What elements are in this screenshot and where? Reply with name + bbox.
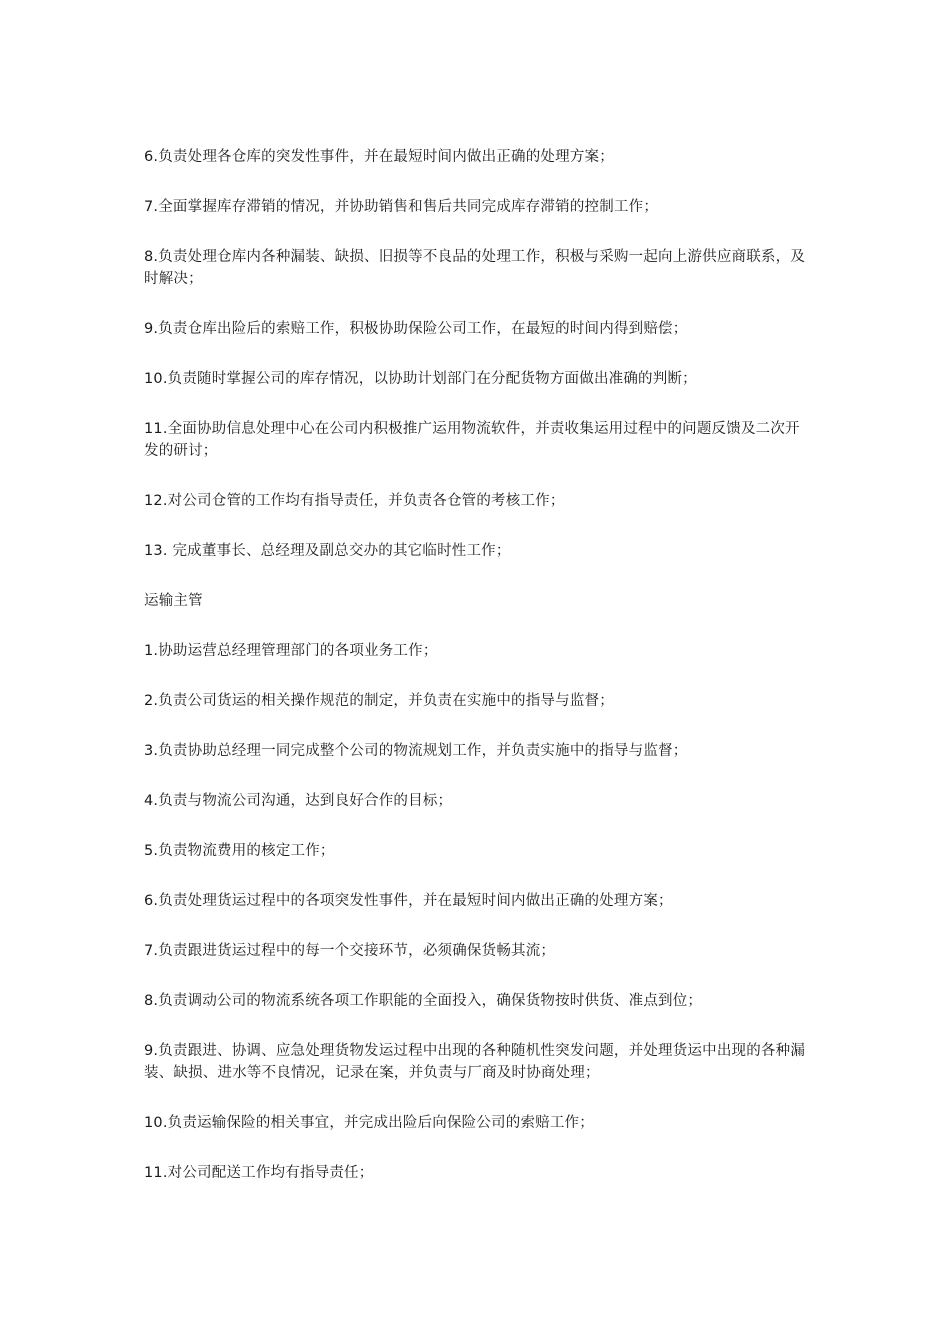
paragraph-transport-duty-10: 10.负责运输保险的相关事宜，并完成出险后向保险公司的索赔工作；	[144, 1115, 594, 1131]
paragraph-transport-duty-11: 11.对公司配送工作均有指导责任；	[144, 1165, 374, 1181]
paragraph-warehouse-duty-7: 7.全面掌握库存滞销的情况，并协助销售和售后共同完成库存滞销的控制工作；	[144, 199, 659, 215]
paragraph-transport-duty-9: 9.负责跟进、协调、应急处理货物发运过程中出现的各种随机性突发问题，并处理货运中出现的各种漏装、缺损、进水等不良情况，记录在案，并负责与厂商及时协商处理；	[144, 1043, 806, 1081]
paragraph-warehouse-duty-6: 6.负责处理各仓库的突发性事件，并在最短时间内做出正确的处理方案；	[144, 149, 614, 165]
document-body	[144, 146, 814, 1212]
paragraph-transport-duty-5: 5.负责物流费用的核定工作；	[144, 843, 335, 859]
paragraph-transport-duty-4: 4.负责与物流公司沟通，达到良好合作的目标；	[144, 793, 453, 809]
paragraph-transport-duty-7: 7.负责跟进货运过程中的每一个交接环节，必须确保货畅其流；	[144, 943, 556, 959]
paragraph-warehouse-duty-11: 11.全面协助信息处理中心在公司内积极推广运用物流软件，并责收集运用过程中的问题反馈及二次开发的研讨；	[144, 421, 800, 459]
paragraph-warehouse-duty-10: 10.负责随时掌握公司的库存情况，以协助计划部门在分配货物方面做出准确的判断；	[144, 371, 697, 387]
paragraph-warehouse-duty-9: 9.负责仓库出险后的索赔工作，积极协助保险公司工作，在最短的时间内得到赔偿；	[144, 321, 688, 337]
section-heading-transport-supervisor: 运输主管	[144, 593, 203, 609]
paragraph-warehouse-duty-13: 13. 完成董事长、总经理及副总交办的其它临时性工作；	[144, 543, 511, 559]
paragraph-warehouse-duty-8: 8.负责处理仓库内各种漏装、缺损、旧损等不良品的处理工作，积极与采购一起向上游供应商联系，及时解决；	[144, 249, 806, 287]
paragraph-transport-duty-3: 3.负责协助总经理一同完成整个公司的物流规划工作，并负责实施中的指导与监督；	[144, 743, 688, 759]
paragraph-transport-duty-1: 1.协助运营总经理管理部门的各项业务工作；	[144, 643, 438, 659]
paragraph-warehouse-duty-12: 12.对公司仓管的工作均有指导责任，并负责各仓管的考核工作；	[144, 493, 565, 509]
paragraph-transport-duty-8: 8.负责调动公司的物流系统各项工作职能的全面投入，确保货物按时供货、准点到位；	[144, 993, 703, 1009]
paragraph-transport-duty-2: 2.负责公司货运的相关操作规范的制定，并负责在实施中的指导与监督；	[144, 693, 614, 709]
paragraph-transport-duty-6: 6.负责处理货运过程中的各项突发性事件，并在最短时间内做出正确的处理方案；	[144, 893, 673, 909]
